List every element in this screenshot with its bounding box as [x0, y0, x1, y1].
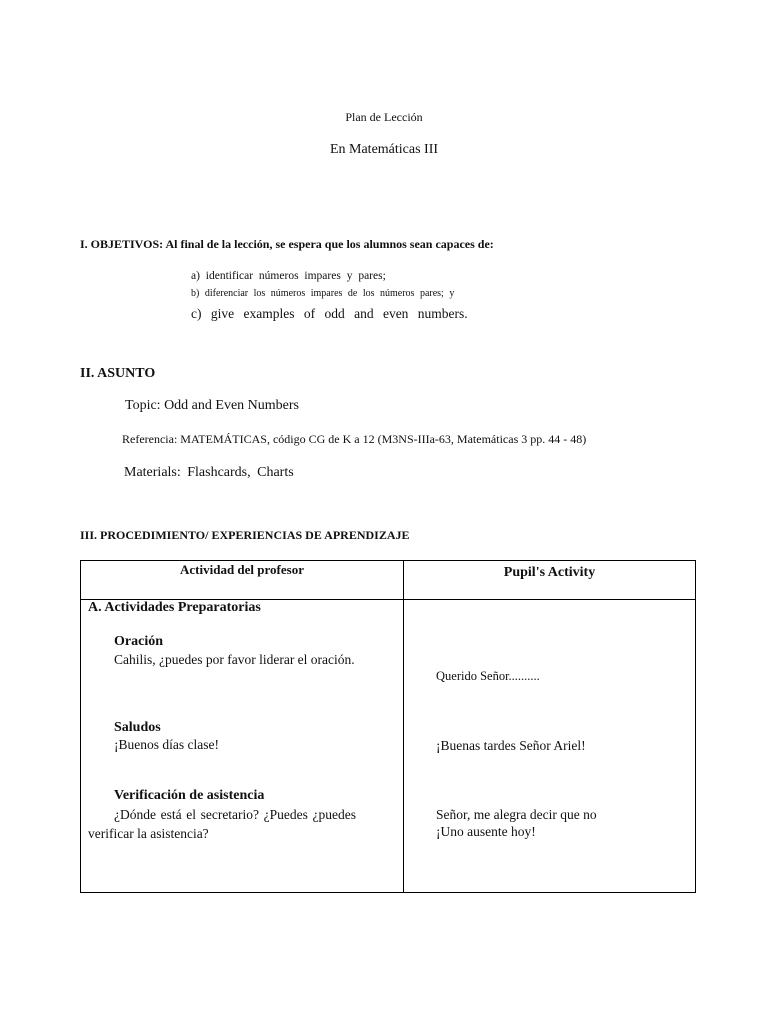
oracion-teacher-text: Cahilis, ¿puedes por favor liderar el oración. — [114, 652, 355, 667]
pupil-activity-cell — [404, 600, 696, 893]
asistencia-pupil-line-2: ¡Uno ausente hoy! — [436, 824, 536, 839]
teacher-column-header: Actividad del profesor — [81, 561, 404, 600]
section-a-title: A. Actividades Preparatorias — [88, 600, 261, 615]
table-header-row — [81, 561, 696, 600]
document-subtitle: En Matemáticas III — [329, 142, 439, 157]
reference-line: Referencia: MATEMÁTICAS, código CG de K a 12 (M3NS-IIIa-63, Matemáticas 3 pp. 44 - 48) — [122, 432, 587, 446]
objective-item-c: c) give examples of odd and even numbers. — [191, 306, 468, 321]
objective-item-b: b) diferenciar los números impares de los números pares; y — [191, 288, 455, 299]
asistencia-teacher-text: ¿Dónde está el secretario? ¿Puedes ¿puedes verificar la asistencia? — [88, 807, 356, 841]
pupil-column-header: Pupil's Activity — [404, 561, 696, 600]
procedure-table — [80, 560, 696, 893]
table-row — [81, 600, 696, 893]
topic-line: Topic: Odd and Even Numbers — [125, 398, 299, 413]
objectives-heading: I. OBJETIVOS: Al final de la lección, se espera que los alumnos sean capaces de: — [80, 237, 494, 251]
procedure-heading: III. PROCEDIMIENTO/ EXPERIENCIAS DE APRENDIZAJE — [80, 528, 410, 542]
asistencia-title: Verificación de asistencia — [114, 788, 265, 803]
teacher-activity-cell — [81, 600, 404, 893]
asistencia-pupil-line-1: Señor, me alegra decir que no — [436, 807, 597, 822]
oracion-pupil-text: Querido Señor.......... — [436, 669, 540, 683]
materials-line: Materials: Flashcards, Charts — [124, 465, 294, 480]
asunto-heading: II. ASUNTO — [80, 366, 156, 381]
saludos-title: Saludos — [114, 720, 161, 735]
objective-item-a: a) identificar números impares y pares; — [191, 270, 386, 282]
document-title: Plan de Lección — [345, 110, 423, 124]
saludos-teacher-text: ¡Buenos días clase! — [114, 737, 219, 752]
saludos-pupil-text: ¡Buenas tardes Señor Ariel! — [436, 738, 586, 753]
oracion-title: Oración — [114, 634, 163, 649]
